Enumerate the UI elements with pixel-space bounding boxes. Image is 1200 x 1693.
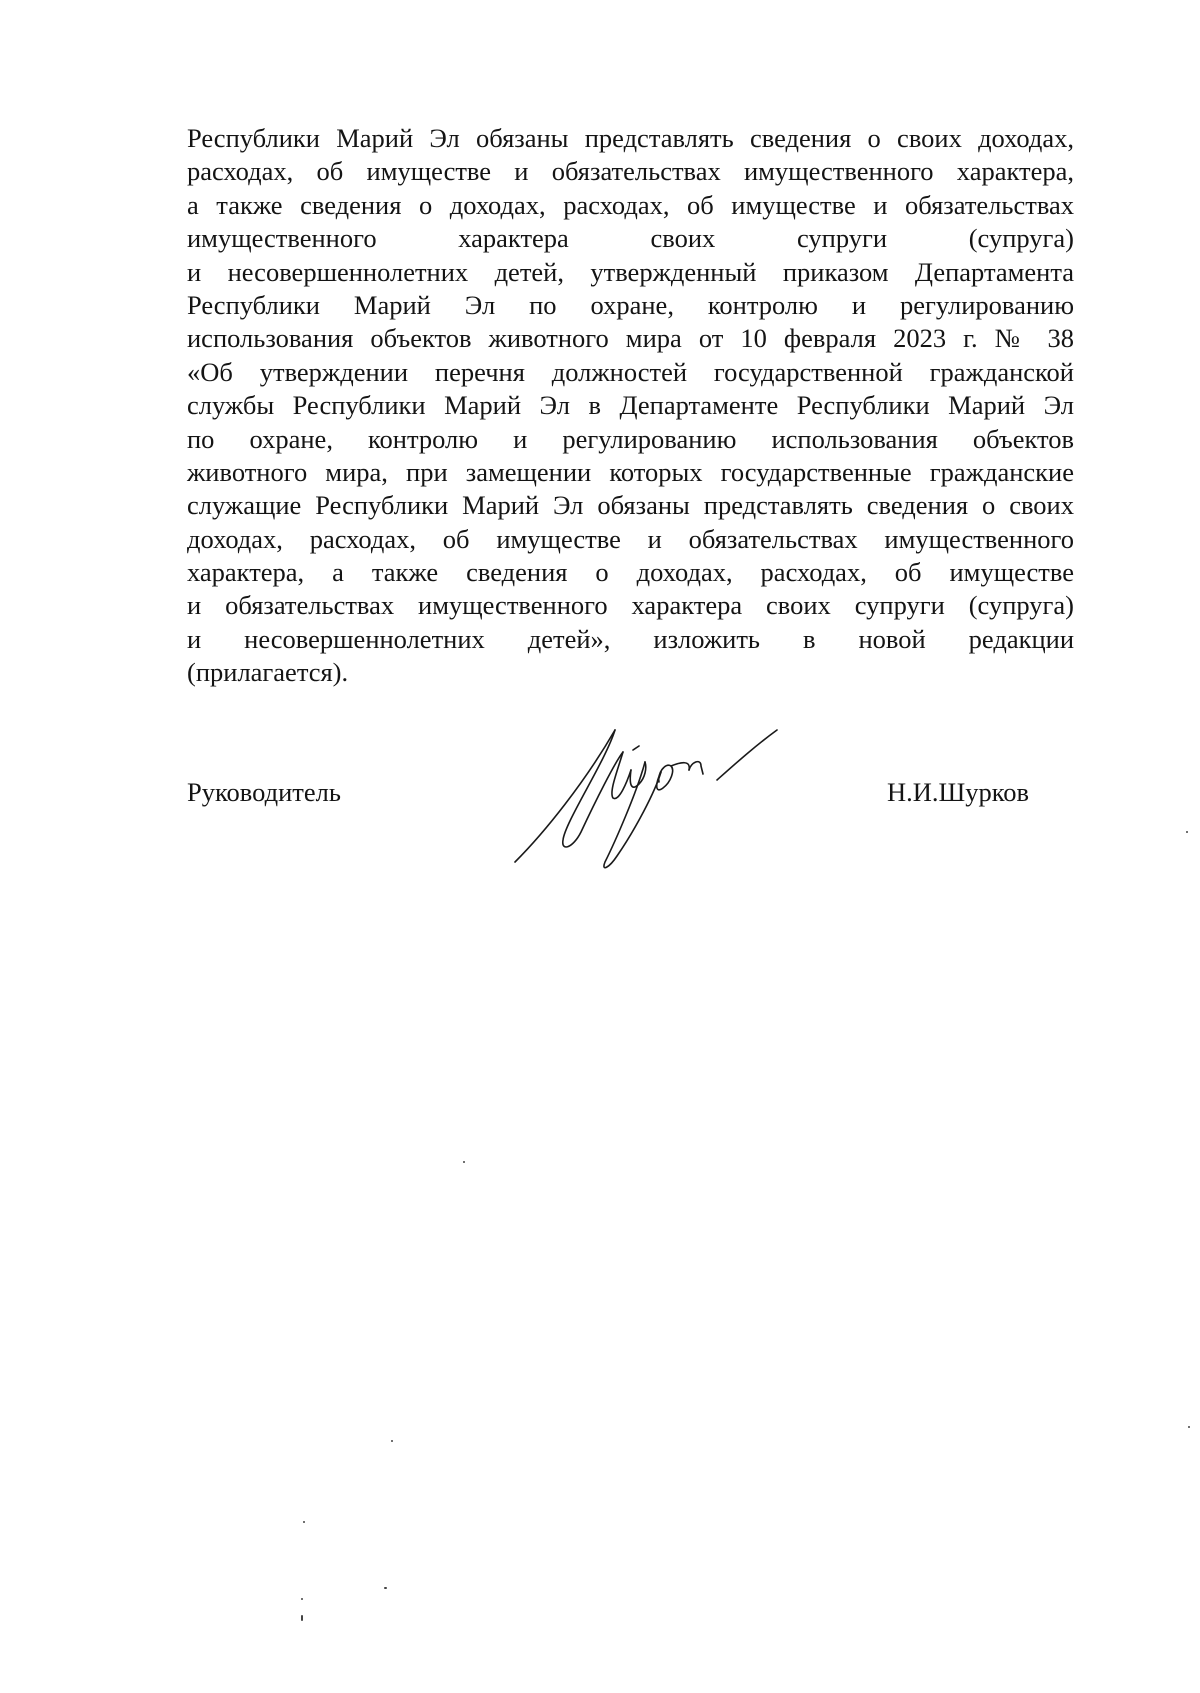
scan-speck xyxy=(301,1598,303,1600)
text-line: служащие Республики Марий Эл обязаны представлять сведения о своих xyxy=(187,490,1074,521)
scan-speck xyxy=(303,1521,305,1523)
text-line: Республики Марий Эл обязаны представлять сведения о своих доходах, xyxy=(187,123,1074,153)
text-line: (прилагается). xyxy=(187,657,349,688)
scan-speck xyxy=(391,1440,393,1442)
text-line: и обязательствах имущественного характера своих супруги (супруга) xyxy=(187,590,1074,621)
scan-speck xyxy=(1186,831,1188,833)
text-line: по охране, контролю и регулированию использования объектов xyxy=(187,423,1074,454)
text-line: имущественного характера своих супруги (супруга) xyxy=(187,223,1074,254)
scan-speck xyxy=(384,1587,387,1589)
text-line: а также сведения о доходах, расходах, об имуществе и обязательствах xyxy=(187,189,1074,220)
text-line: характера, а также сведения о доходах, расходах, об имуществе xyxy=(187,557,1074,588)
text-line: «Об утверждении перечня должностей государственной гражданской xyxy=(187,356,1074,387)
scan-speck xyxy=(463,1161,465,1163)
handwritten-signature xyxy=(505,722,795,872)
text-line: службы Республики Марий Эл в Департаменте Республики Марий Эл xyxy=(187,390,1074,421)
document-body xyxy=(187,122,1074,690)
text-line: Республики Марий Эл по охране, контролю и регулированию xyxy=(187,289,1074,320)
text-line: использования объектов животного мира от 10 февраля 2023 г. № 38 xyxy=(187,323,1074,354)
signatory-title: Руководитель xyxy=(187,777,341,807)
signatory-name: Н.И.Шурков xyxy=(887,777,1030,807)
text-line: животного мира, при замещении которых государственные гражданские xyxy=(187,456,1074,487)
scan-speck xyxy=(1188,1426,1190,1428)
text-line: доходах, расходах, об имуществе и обязательствах имущественного xyxy=(187,523,1074,554)
text-line: расходах, об имуществе и обязательствах имущественного характера, xyxy=(187,156,1074,187)
scan-speck xyxy=(301,1615,303,1621)
text-line: и несовершеннолетних детей», изложить в новой редакции xyxy=(187,623,1074,654)
text-line: и несовершеннолетних детей, утвержденный приказом Департамента xyxy=(187,256,1074,287)
